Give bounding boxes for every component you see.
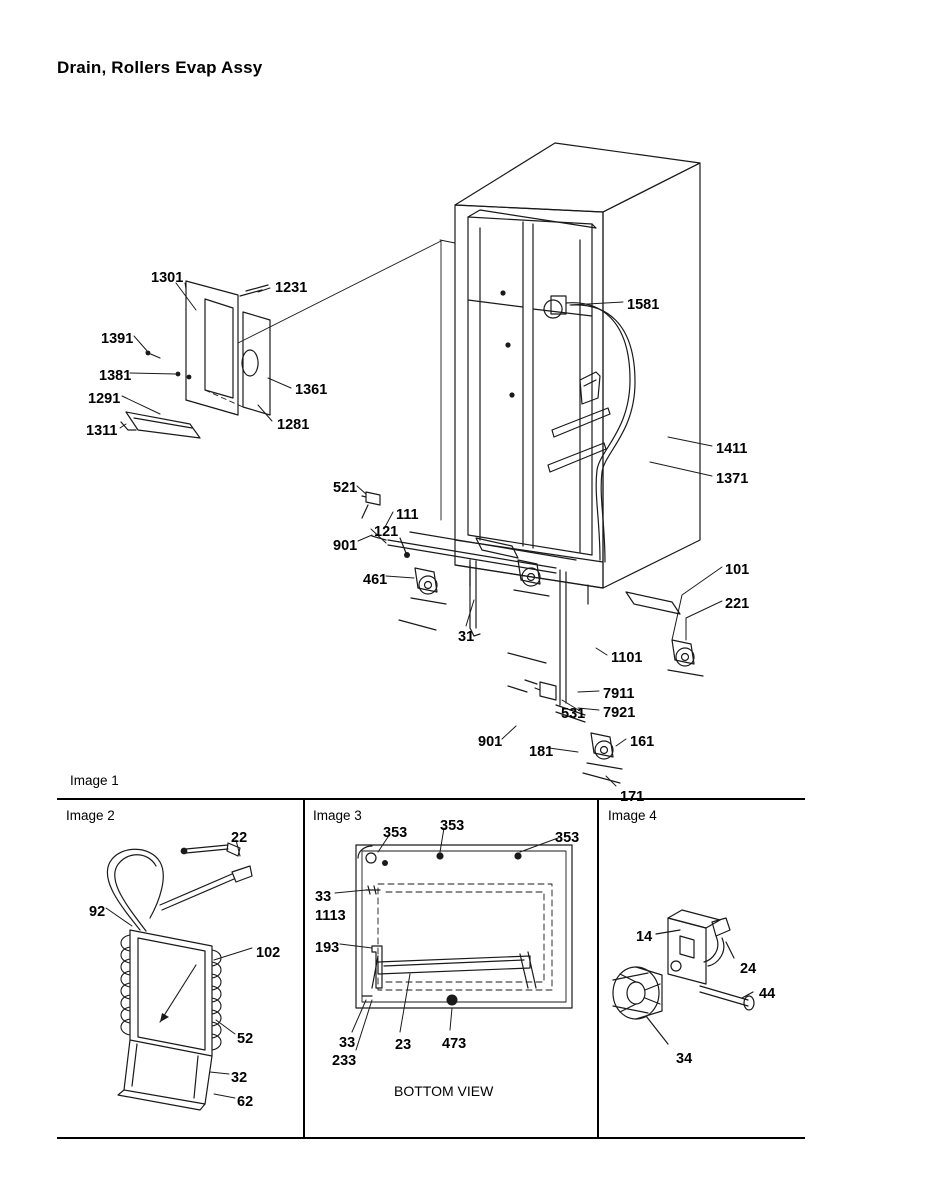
caption-bottom-view: BOTTOM VIEW (394, 1083, 494, 1099)
panel-divider-bottom (57, 1137, 805, 1139)
panel-divider-vertical-2 (597, 798, 599, 1138)
callout-52: 52 (237, 1031, 254, 1047)
callout-1371: 1371 (716, 471, 749, 487)
panel-label-image-4: Image 4 (608, 808, 657, 823)
callout-353-left: 353 (383, 825, 408, 841)
callout-14: 14 (636, 929, 653, 945)
callout-221: 221 (725, 596, 750, 612)
callout-1281: 1281 (277, 417, 310, 433)
callout-31: 31 (458, 629, 475, 645)
callout-461: 461 (363, 572, 388, 588)
callout-33-lower: 33 (339, 1035, 356, 1051)
callout-7921: 7921 (603, 705, 636, 721)
callout-531: 531 (561, 706, 586, 722)
callout-102: 102 (256, 945, 281, 961)
callout-121: 121 (374, 524, 399, 540)
callout-171: 171 (620, 789, 645, 805)
callout-22: 22 (231, 830, 248, 846)
callout-1391: 1391 (101, 331, 134, 347)
callout-101: 101 (725, 562, 750, 578)
callout-7911: 7911 (603, 686, 635, 702)
callout-62: 62 (237, 1094, 254, 1110)
callout-1113: 1113 (315, 908, 346, 924)
callout-32: 32 (231, 1070, 248, 1086)
callout-1101: 1101 (611, 650, 643, 666)
callout-1411: 1411 (716, 441, 748, 457)
callout-111: 111 (396, 507, 419, 523)
callout-34: 34 (676, 1051, 693, 1067)
callout-353-center: 353 (440, 818, 465, 834)
panel-label-image-1: Image 1 (70, 773, 119, 788)
callout-1311: 1311 (86, 423, 118, 439)
callout-1291: 1291 (88, 391, 121, 407)
panel-label-image-2: Image 2 (66, 808, 115, 823)
callout-233: 233 (332, 1053, 357, 1069)
callout-901-lower: 901 (478, 734, 503, 750)
callout-521: 521 (333, 480, 358, 496)
panel-divider-vertical-1 (303, 798, 305, 1138)
callout-1381: 1381 (99, 368, 132, 384)
callout-181: 181 (529, 744, 554, 760)
callout-44: 44 (759, 986, 776, 1002)
callout-161: 161 (630, 734, 655, 750)
callout-1361: 1361 (295, 382, 328, 398)
panel-divider-horizontal (57, 798, 805, 800)
callout-1231: 1231 (275, 280, 308, 296)
callout-901-upper: 901 (333, 538, 358, 554)
callout-92: 92 (89, 904, 106, 920)
panel-label-image-3: Image 3 (313, 808, 362, 823)
callout-1301: 1301 (151, 270, 184, 286)
callout-353-right: 353 (555, 830, 580, 846)
callout-1581: 1581 (627, 297, 660, 313)
callout-24: 24 (740, 961, 757, 977)
callout-193: 193 (315, 940, 340, 956)
callout-33-upper: 33 (315, 889, 332, 905)
callout-23: 23 (395, 1037, 412, 1053)
callout-473: 473 (442, 1036, 467, 1052)
page-title: Drain, Rollers Evap Assy (57, 58, 263, 77)
